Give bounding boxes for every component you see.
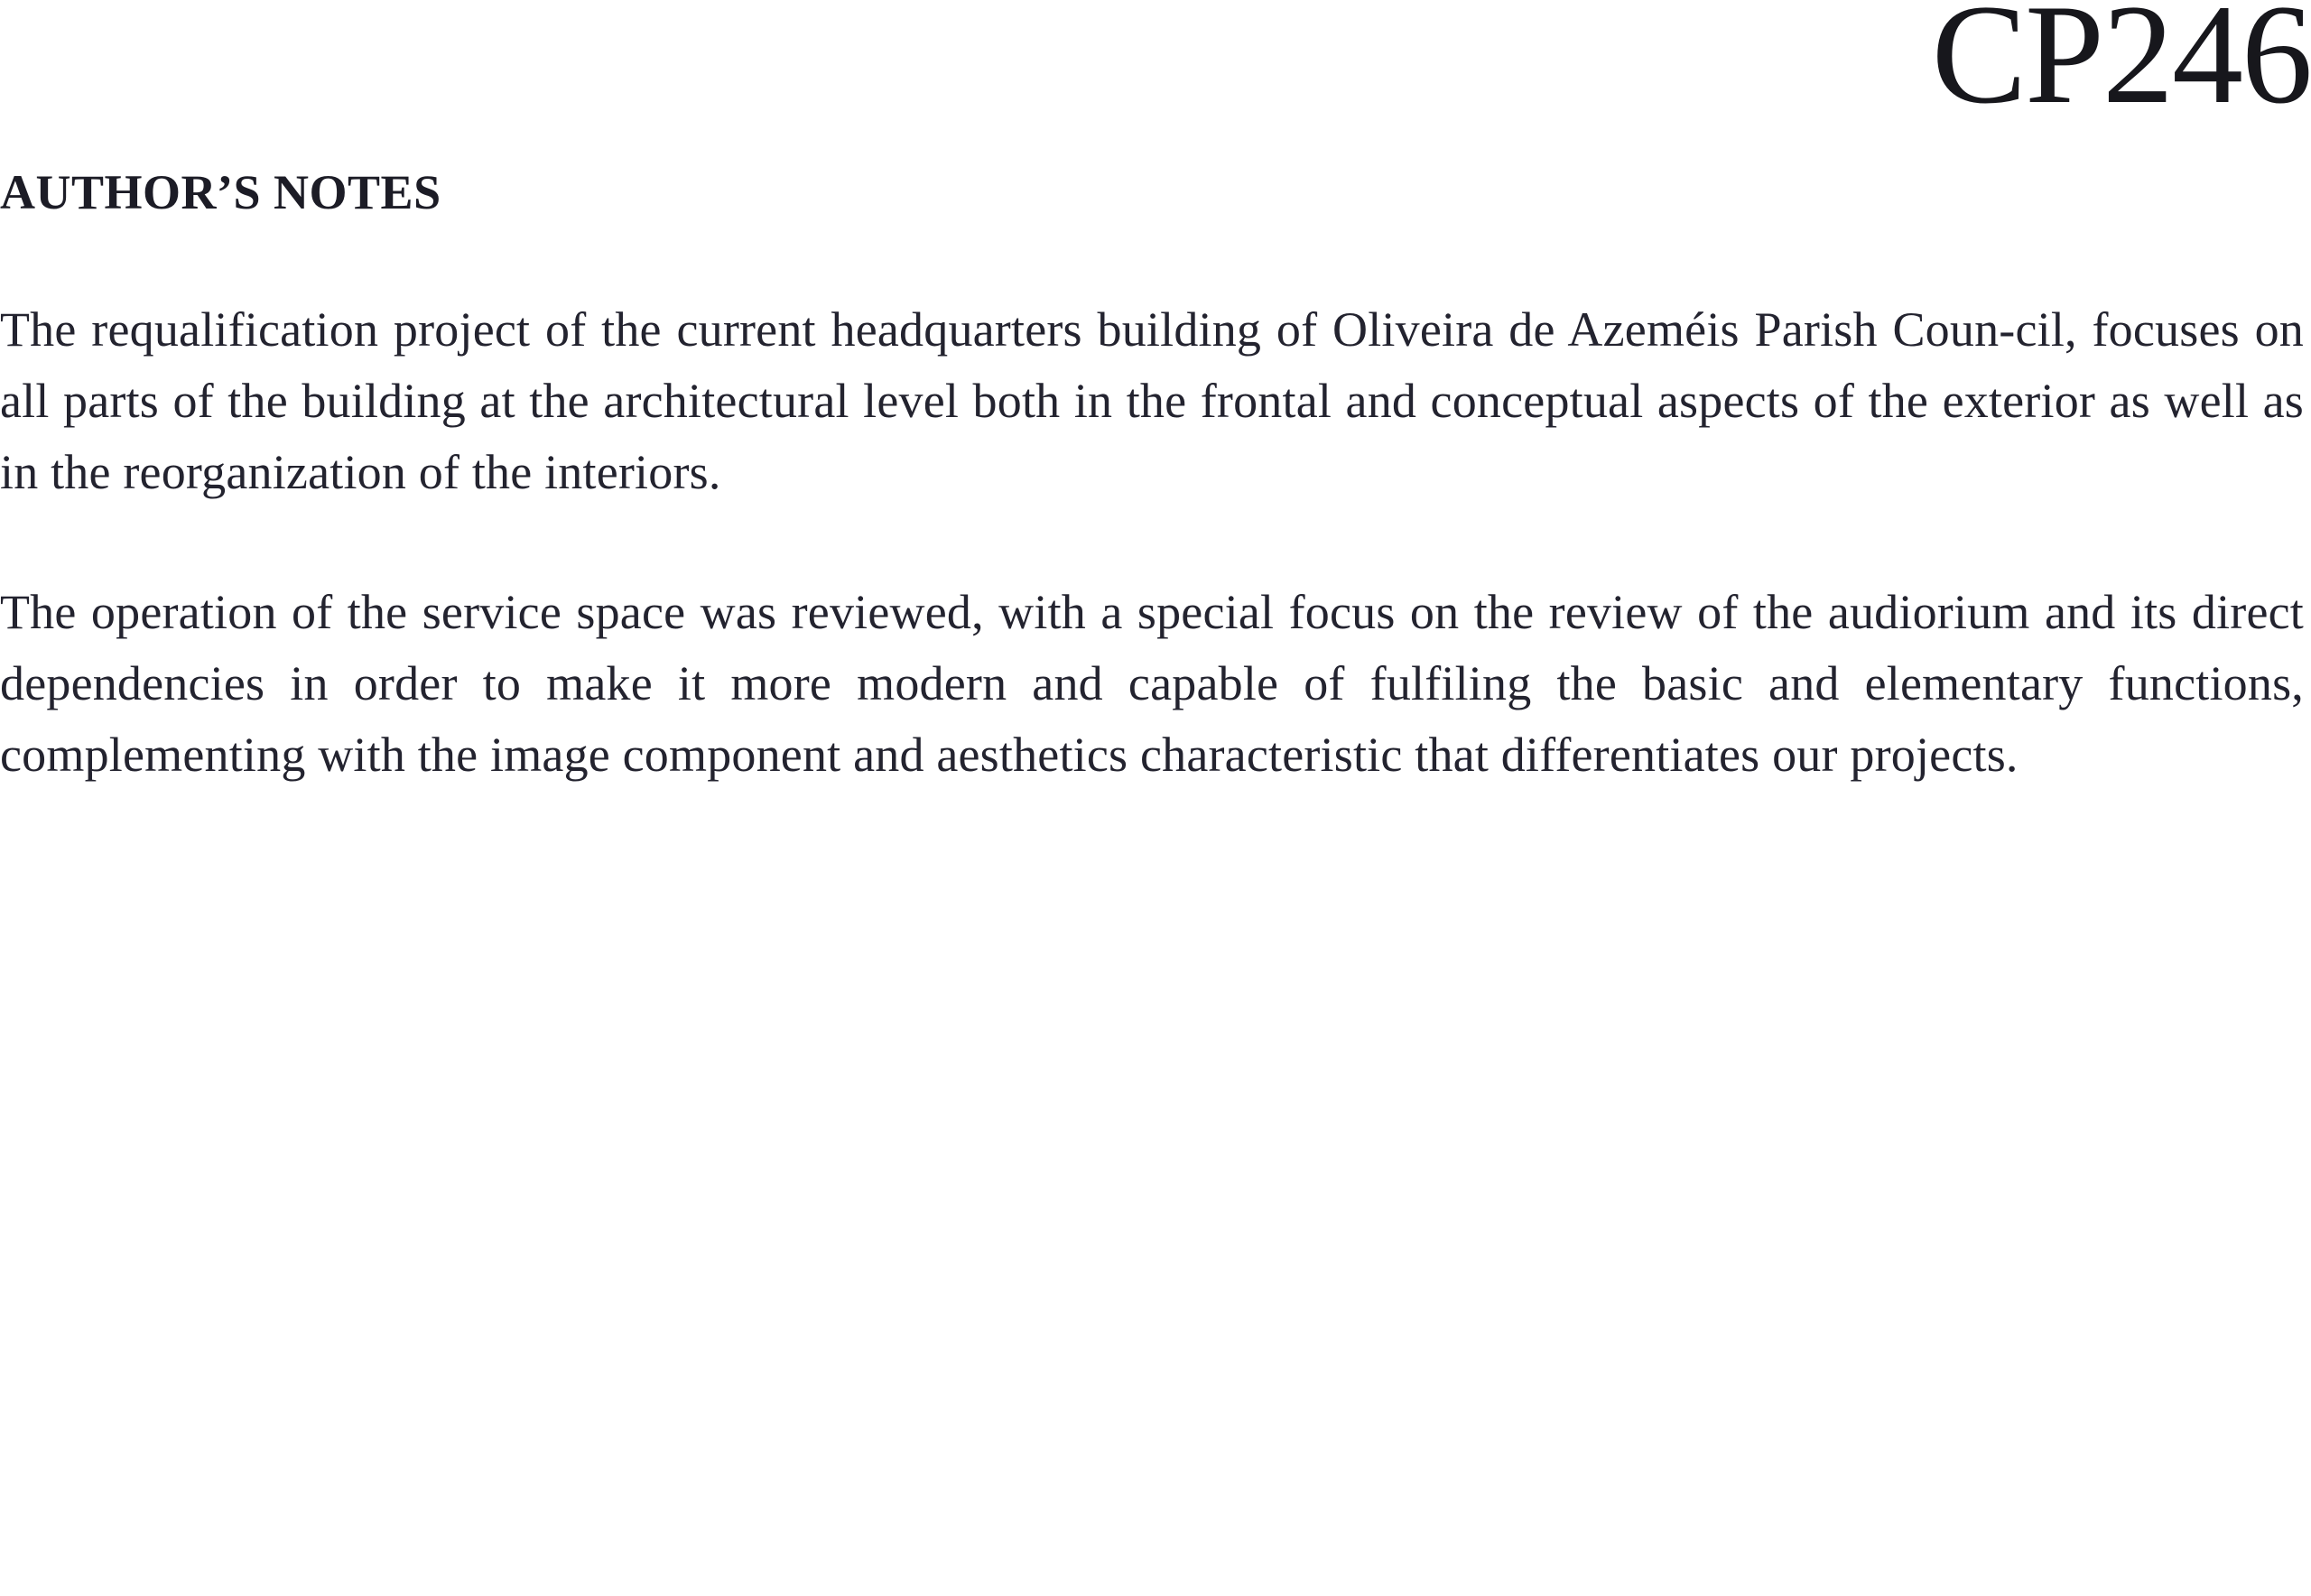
section-heading: AUTHOR’S NOTES (0, 165, 441, 219)
notes-section (0, 159, 2304, 791)
project-code: CP246 (1931, 0, 2311, 134)
notes-paragraph-2: The operation of the service space was reviewed, with a special focus on the review of the audiorium and its direct dependencies in order to make it more modern and capable of fulfiling the basic and elementary functions, complementing with the image component and aesthetics characteristic that differentiates our projects. (0, 585, 2304, 782)
notes-paragraph-1: The requalification project of the current headquarters building of Oliveira de Azeméis Parish Coun-cil, focuses on all parts of the building at the architectural level both in the frontal and conceptual aspects of the exterior as well as in the reorganization of the interiors. (0, 302, 2304, 499)
